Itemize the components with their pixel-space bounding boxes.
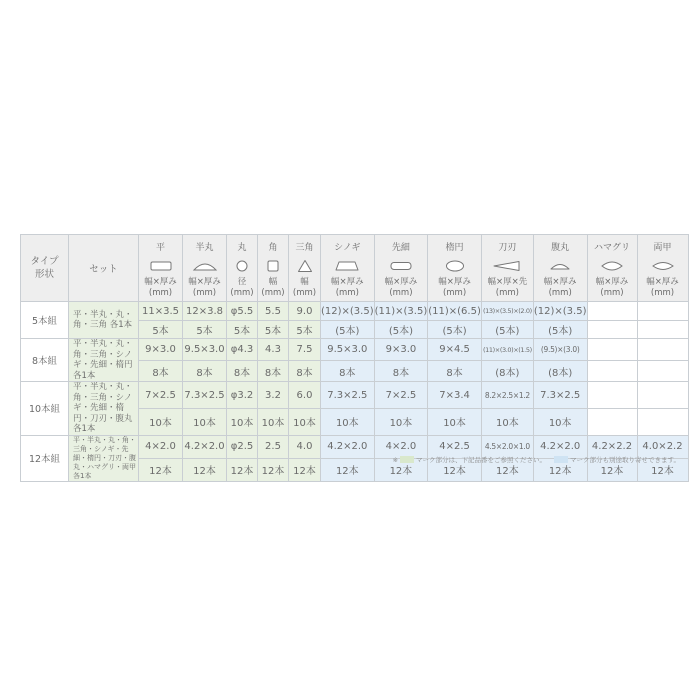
shape-name: 半丸 [195,243,214,253]
green-legend-text: マーク部分は、下記品番をご参照ください。 [416,456,547,464]
count-cell: 10本 [183,409,227,435]
shape-header-belly-round [533,235,587,302]
count-cell: 10本 [139,409,183,435]
size-cell: 4.2×2.0 [321,435,375,458]
count-cell: 5本 [289,321,321,339]
shape-name: シノギ [334,243,361,253]
size-cell [637,382,688,409]
size-cell: 3.2 [258,382,289,409]
count-cell: 8本 [321,361,375,382]
size-cell: 9×4.5 [428,339,482,361]
shape-header-knife-edge [481,235,533,302]
shape-name: 先細 [391,243,410,253]
count-cell [637,409,688,435]
green-legend-swatch [400,456,414,463]
count-cell: 10本 [258,409,289,435]
legend [350,455,680,464]
shape-dim-label: 幅 (mm) [261,277,285,298]
size-cell: 9.5×3.0 [321,339,375,361]
triangle-shape-icon [297,259,313,273]
size-cell: 4.0×2.2 [637,435,688,458]
size-cell: 7.3×2.5 [533,382,587,409]
note-mark: ※ [392,455,399,464]
shape-dim-label: 幅×厚み (mm) [144,277,177,298]
shape-header-clam [587,235,637,302]
count-cell: 12本 [374,458,428,481]
count-cell: 12本 [258,458,289,481]
set-contents: 平・半丸・丸・角・三角・シノギ・先細・楕円・刀刃・腹丸 各1本 [69,382,139,436]
count-cell: 12本 [637,458,688,481]
size-cell: 11×3.5 [139,302,183,321]
count-cell: 12本 [428,458,482,481]
count-cell: 10本 [374,409,428,435]
count-cell: 12本 [587,458,637,481]
size-cell [637,302,688,321]
count-cell: (8本) [533,361,587,382]
count-cell: 5本 [183,321,227,339]
size-cell: 4×2.5 [428,435,482,458]
count-cell: (5本) [428,321,482,339]
size-cell: 7×2.5 [139,382,183,409]
shape-name: 三角 [295,243,314,253]
count-cell: 10本 [321,409,375,435]
shape-dim-label: 幅 (mm) [292,277,317,298]
size-cell: 7.3×2.5 [321,382,375,409]
knife-edge-shape-icon [492,259,522,273]
size-cell: 7.3×2.5 [183,382,227,409]
size-cell: 9×3.0 [374,339,428,361]
shape-header-flat [139,235,183,302]
count-cell [637,321,688,339]
size-cell: (13)×(3.5)×(2.0) [481,302,533,321]
shape-dim-label: 幅×厚み (mm) [384,277,418,298]
size-cell: 4.3 [258,339,289,361]
tapered-shape-icon [389,259,413,273]
shape-dim-label: 幅×厚み (mm) [543,277,577,298]
size-cell: 9.5×3.0 [183,339,227,361]
size-cell: 4.2×2.0 [533,435,587,458]
size-cell: 9.0 [289,302,321,321]
size-cell: 7.5 [289,339,321,361]
shape-name: 角 [268,243,278,253]
size-cell: 7×2.5 [374,382,428,409]
set-size-label: 10本組 [21,382,69,436]
shape-dim-label: 幅×厚み (mm) [331,277,364,298]
count-cell: 8本 [258,361,289,382]
count-cell: 12本 [183,458,227,481]
clam-shape-icon [600,259,624,273]
shape-dim-label: 幅×厚み (mm) [438,277,471,298]
shape-name: 刀刃 [498,243,517,253]
size-cell: 4.2×2.2 [587,435,637,458]
size-cell: 2.5 [258,435,289,458]
count-cell: 12本 [227,458,258,481]
count-cell: 8本 [374,361,428,382]
size-cell: 5.5 [258,302,289,321]
size-cell: φ5.5 [227,302,258,321]
count-cell: (5本) [481,321,533,339]
header-row [21,235,689,302]
size-row [21,302,689,321]
flat-shape-icon [149,259,173,273]
count-cell: 10本 [227,409,258,435]
size-cell: 4.2×2.0 [183,435,227,458]
set-size-label: 12本組 [21,435,69,481]
size-cell: 7×3.4 [428,382,482,409]
count-cell: 8本 [289,361,321,382]
count-cell: (5本) [321,321,375,339]
size-cell: φ4.3 [227,339,258,361]
size-cell: 9×3.0 [139,339,183,361]
file-set-spec-table [20,234,689,482]
count-cell [587,321,637,339]
size-cell [587,382,637,409]
count-cell: (5本) [533,321,587,339]
size-cell: (11)×(3.0)×(1.5) [481,339,533,361]
size-cell: φ2.5 [227,435,258,458]
count-cell: 8本 [227,361,258,382]
size-cell: 8.2×2.5×1.2 [481,382,533,409]
shape-header-tapered [374,235,428,302]
round-shape-icon [235,259,249,273]
size-cell: φ3.2 [227,382,258,409]
size-cell: 4.0 [289,435,321,458]
shape-name: 腹丸 [551,243,570,253]
count-cell: 10本 [481,409,533,435]
count-cell: (8本) [481,361,533,382]
count-cell: 8本 [428,361,482,382]
size-cell: (11)×(6.5) [428,302,482,321]
shape-dim-label: 幅×厚み (mm) [595,277,629,298]
count-cell: 5本 [139,321,183,339]
belly-round-shape-icon [548,259,572,273]
shape-header-shinogi [321,235,375,302]
set-contents: 平・半丸・丸・角・三角 各1本 [69,302,139,339]
size-row [21,382,689,409]
count-cell: 8本 [139,361,183,382]
count-cell: (5本) [374,321,428,339]
count-cell [637,361,688,382]
count-cell: 10本 [533,409,587,435]
shape-header-double-convex [637,235,688,302]
set-contents: 平・半丸・丸・角・三角・シノギ・先細・楕円・刀刃・腹丸・ハマグリ・両甲 各1本 [69,435,139,481]
shape-header-square [258,235,289,302]
count-cell: 12本 [321,458,375,481]
set-size-label: 8本組 [21,339,69,382]
shape-header-oval [428,235,482,302]
size-cell: 4×2.0 [374,435,428,458]
shape-name: 両甲 [653,243,672,253]
size-cell: (11)×(3.5) [374,302,428,321]
count-cell [587,409,637,435]
size-cell: 12×3.8 [183,302,227,321]
size-cell [587,302,637,321]
count-cell: 5本 [227,321,258,339]
shape-label: 形状 [34,269,54,280]
shape-name: 平 [155,243,165,253]
set-header: セット [69,235,139,302]
shape-dim-label: 径 (mm) [230,277,254,298]
shinogi-shape-icon [334,259,360,273]
shape-dim-label: 幅×厚み (mm) [188,277,221,298]
set-contents: 平・半丸・丸・角・三角・シノギ・先細・楕円 各1本 [69,339,139,382]
count-cell: 12本 [289,458,321,481]
size-cell: (12)×(3.5) [321,302,375,321]
size-cell: 4×2.0 [139,435,183,458]
shape-name: 丸 [237,243,247,253]
double-convex-shape-icon [651,259,675,273]
size-row [21,339,689,361]
square-shape-icon [266,259,280,273]
shape-header-round [227,235,258,302]
oval-shape-icon [444,259,466,273]
size-cell: 6.0 [289,382,321,409]
shape-header-triangle [289,235,321,302]
count-cell: 10本 [428,409,482,435]
blue-legend-swatch [554,456,568,463]
count-cell: 8本 [183,361,227,382]
count-cell: 12本 [533,458,587,481]
size-cell [587,339,637,361]
shape-name: 楕円 [445,243,464,253]
shape-dim-label: 幅×厚み (mm) [646,277,679,298]
shape-dim-label: 幅×厚×先 (mm) [487,277,528,298]
type-shape-header [21,235,69,302]
count-cell: 12本 [139,458,183,481]
count-cell: 5本 [258,321,289,339]
size-cell: (12)×(3.5) [533,302,587,321]
shape-header-half-round [183,235,227,302]
shape-name: ハマグリ [593,243,630,253]
size-cell: 4.5×2.0×1.0 [481,435,533,458]
count-cell: 12本 [481,458,533,481]
size-cell [637,339,688,361]
size-cell: (9.5)×(3.0) [533,339,587,361]
count-cell [587,361,637,382]
blue-legend-text: マーク部分も別途取り寄せできます。 [570,456,680,464]
half-round-shape-icon [192,259,218,273]
type-label: タイプ [30,256,59,267]
count-cell: 10本 [289,409,321,435]
set-size-label: 5本組 [21,302,69,339]
